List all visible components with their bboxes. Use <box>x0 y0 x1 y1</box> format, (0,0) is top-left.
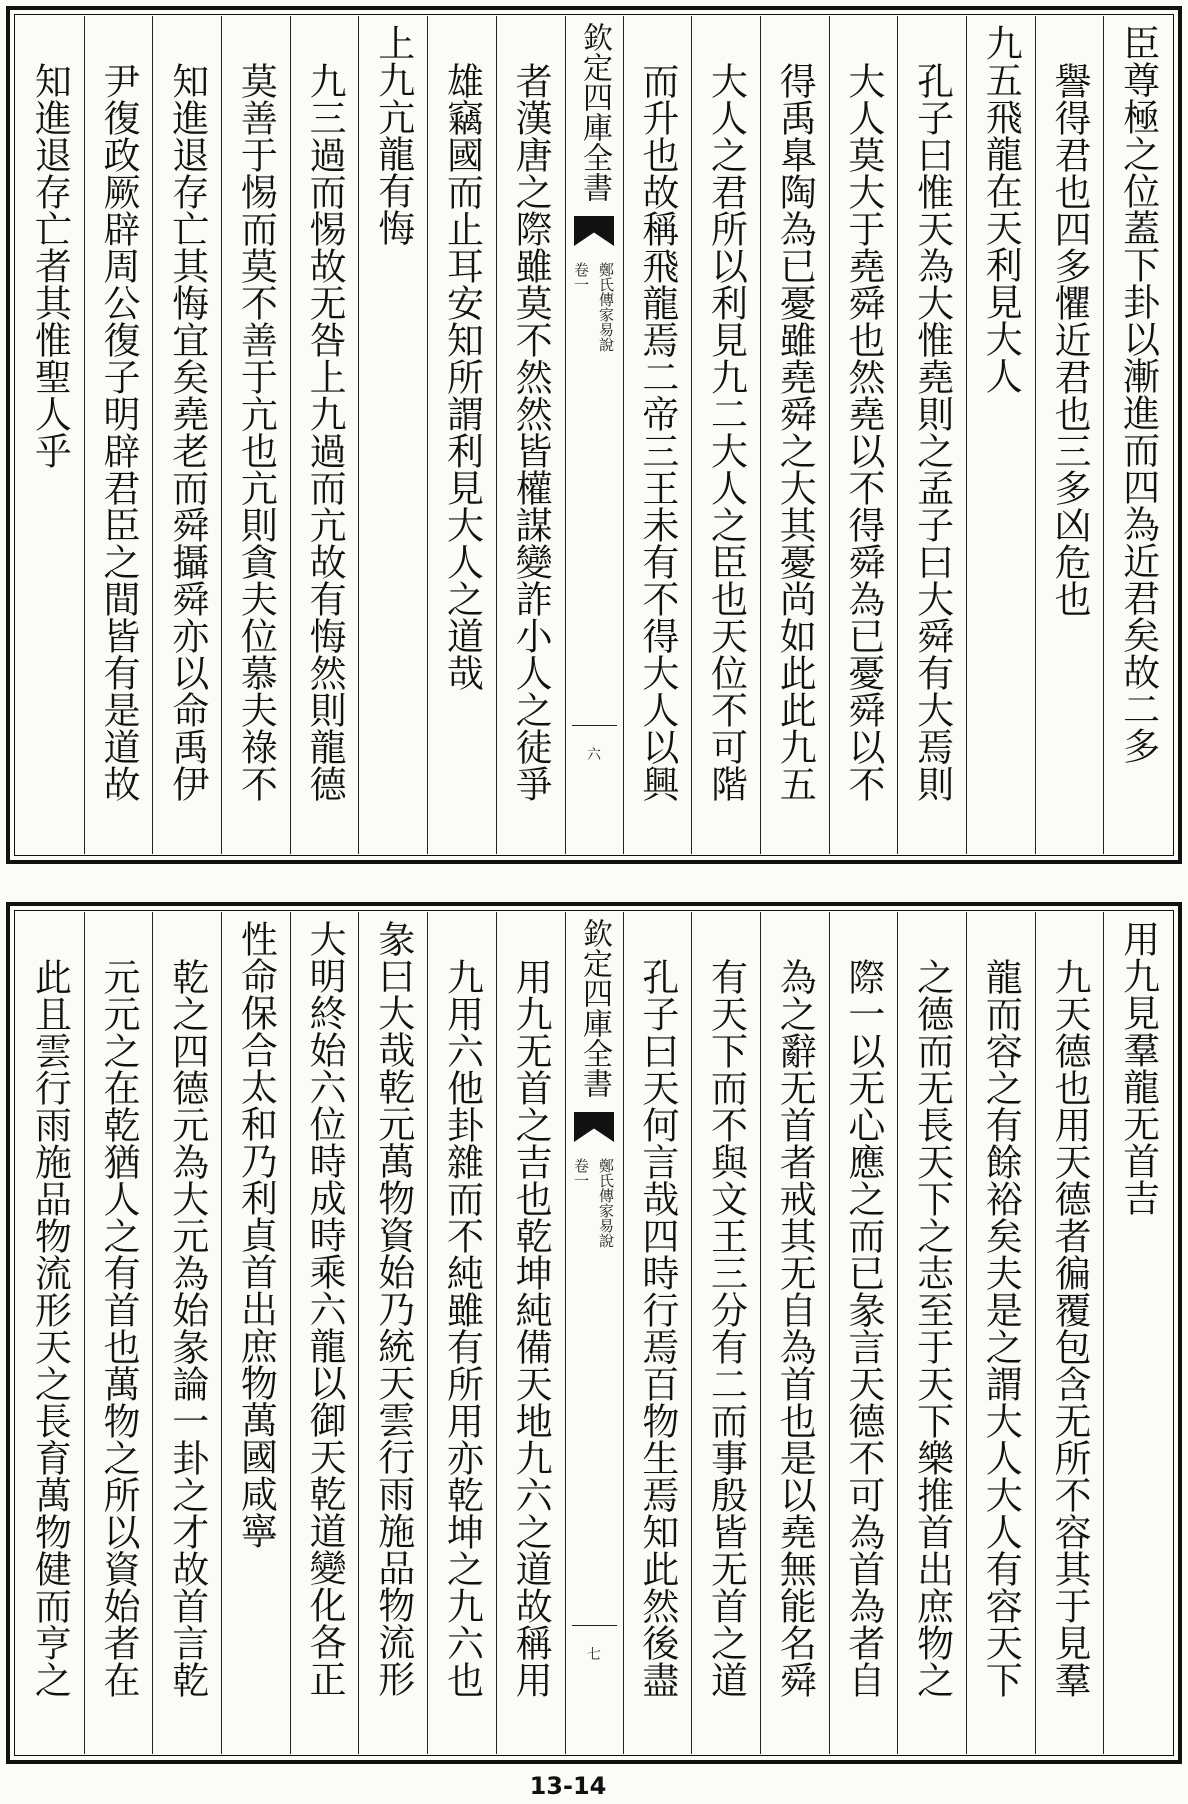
collection-title: 欽定四庫全書 <box>577 22 612 202</box>
column-text: 此且雲行雨施品物流形天之長育萬物健而亨之 <box>28 958 72 1698</box>
text-column <box>966 16 1035 854</box>
text-column <box>1103 16 1172 854</box>
center-divider <box>572 725 617 727</box>
column-text: 大人莫大于堯舜也然堯以不得舜為已憂舜以不 <box>841 62 885 802</box>
text-column <box>897 16 966 854</box>
column-text: 知進退存亡者其惟聖人乎 <box>28 62 72 469</box>
column-text: 有天下而不與文王三分有二而事殷皆无首之道 <box>704 958 748 1698</box>
column-text: 大明終始六位時成時乘六龍以御天乾道變化各正 <box>303 920 347 1697</box>
text-column <box>16 16 84 854</box>
column-text: 雄竊國而止耳安知所謂利見大人之道哉 <box>440 62 484 691</box>
text-column <box>221 16 290 854</box>
text-column <box>966 912 1035 1754</box>
text-column <box>897 912 966 1754</box>
column-text: 九天德也用天德者徧覆包含无所不容其于見羣 <box>1047 958 1091 1698</box>
column-text: 孔子曰天何言哉四時行焉百物生焉知此然後盡 <box>635 958 679 1698</box>
text-columns <box>16 16 1172 854</box>
column-text: 元元之在乾猶人之有首也萬物之所以資始者在 <box>97 958 141 1698</box>
text-column <box>152 912 221 1754</box>
book-info <box>571 262 617 352</box>
text-column <box>760 16 829 854</box>
column-text: 者漢唐之際雖莫不然然皆權謀變詐小人之徒爭 <box>509 62 553 802</box>
text-column <box>691 912 760 1754</box>
text-column <box>427 912 496 1754</box>
text-column <box>1035 912 1104 1754</box>
column-text: 之德而无長天下之志至于天下樂推首出庶物之 <box>910 958 954 1698</box>
text-column <box>152 16 221 854</box>
footer-label: 13-14 <box>529 1772 607 1800</box>
text-column <box>691 16 760 854</box>
text-column <box>290 912 359 1754</box>
column-text: 臣尊極之位蓋下卦以漸進而四為近君矣故二多 <box>1116 24 1160 764</box>
column-text: 為之辭无首者戒其无自為首也是以堯無能名舜 <box>773 958 817 1698</box>
text-column <box>358 912 427 1754</box>
text-column <box>829 912 898 1754</box>
center-divider <box>572 1625 617 1627</box>
volume-label: 卷一 <box>572 1158 590 1188</box>
column-text: 九三過而惕故无咎上九過而亢故有悔然則龍德 <box>303 62 347 802</box>
text-column <box>290 16 359 854</box>
column-text: 莫善于惕而莫不善于亢也亢則貪夫位慕夫祿不 <box>234 62 278 802</box>
column-text: 而升也故稱飛龍焉二帝三王未有不得大人以興 <box>635 62 679 802</box>
text-column <box>84 912 153 1754</box>
text-column <box>1103 912 1172 1754</box>
column-text: 上九亢龍有悔 <box>371 24 415 246</box>
text-column <box>221 912 290 1754</box>
column-text: 孔子曰惟天為大惟堯則之孟子曰大舜有大焉則 <box>910 62 954 802</box>
column-text: 用九无首之吉也乾坤純備天地九六之道故稱用 <box>509 958 553 1698</box>
fishtail-mark-icon <box>574 216 614 246</box>
column-text: 彖曰大哉乾元萬物資始乃統天雲行雨施品物流形 <box>371 920 415 1697</box>
text-column <box>496 912 565 1754</box>
column-text: 九用六他卦雜而不純雖有所用亦乾坤之九六也 <box>440 958 484 1698</box>
text-column <box>358 16 427 854</box>
book-title: 鄭氏傳家易說 <box>597 262 615 352</box>
column-text: 得禹臯陶為已憂雖堯舜之大其憂尚如此此九五 <box>773 62 817 802</box>
page-number-footer <box>0 1772 1188 1800</box>
column-text: 際一以无心應之而已彖言天德不可為首為者自 <box>841 958 885 1698</box>
folio-number: 七 <box>587 1647 601 1663</box>
column-text: 乾之四德元為大元為始彖論一卦之才故首言乾 <box>165 958 209 1698</box>
text-column <box>829 16 898 854</box>
text-column <box>623 16 692 854</box>
text-columns <box>16 912 1172 1754</box>
column-text: 九五飛龍在天利見大人 <box>979 24 1023 394</box>
text-column <box>84 16 153 854</box>
folio-number: 六 <box>587 747 601 763</box>
column-text: 龍而容之有餘裕矣夫是之謂大人大人有容天下 <box>979 958 1023 1698</box>
center-fold-column <box>565 912 623 1754</box>
column-text: 譽得君也四多懼近君也三多凶危也 <box>1047 62 1091 617</box>
fishtail-mark-icon <box>574 1112 614 1142</box>
column-text: 尹復政厥辟周公復子明辟君臣之間皆有是道故 <box>97 62 141 802</box>
center-fold-column <box>565 16 623 854</box>
text-column <box>16 912 84 1754</box>
column-text: 大人之君所以利見九二大人之臣也天位不可階 <box>704 62 748 802</box>
volume-label: 卷一 <box>572 262 590 292</box>
text-column <box>1035 16 1104 854</box>
bottom-page <box>0 902 1188 1804</box>
text-column <box>760 912 829 1754</box>
text-column <box>496 16 565 854</box>
text-column <box>623 912 692 1754</box>
column-text: 用九見羣龍无首吉 <box>1116 920 1160 1216</box>
book-title: 鄭氏傳家易說 <box>597 1158 615 1248</box>
text-column <box>427 16 496 854</box>
column-text: 性命保合太和乃利貞首出庶物萬國咸寧 <box>234 920 278 1549</box>
column-text: 知進退存亡其悔宜矣堯老而舜攝舜亦以命禹伊 <box>165 62 209 802</box>
collection-title: 欽定四庫全書 <box>577 918 612 1098</box>
book-info <box>571 1158 617 1248</box>
